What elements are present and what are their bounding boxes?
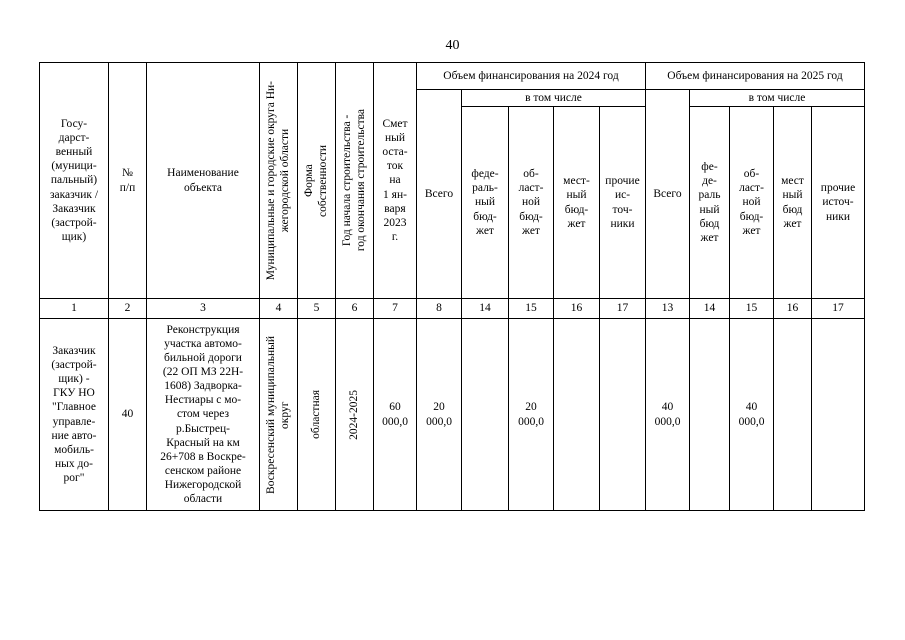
header-years-text: Год начала строительства - год окончания строительства bbox=[340, 109, 367, 252]
row-customer: Заказчик (застрой- щик) - ГКУ НО "Главное управле- ние авто- мобиль- ных до- рог" bbox=[40, 319, 109, 511]
row-reg-2025: 40 000,0 bbox=[730, 319, 774, 511]
header-fin-2024: Объем финансирования на 2024 год bbox=[417, 63, 646, 90]
row-total-2024: 20 000,0 bbox=[417, 319, 462, 511]
header-total-2024: Всего bbox=[417, 90, 462, 299]
col-number: 14 bbox=[462, 299, 509, 319]
col-number: 15 bbox=[509, 299, 554, 319]
row-estimate: 60 000,0 bbox=[374, 319, 417, 511]
col-number: 15 bbox=[730, 299, 774, 319]
col-number: 4 bbox=[260, 299, 298, 319]
header-fed-2025: фе- де- раль ный бюд жет bbox=[690, 107, 730, 299]
header-incl-2025: в том числе bbox=[690, 90, 865, 107]
header-num: № п/п bbox=[109, 63, 147, 299]
col-number: 6 bbox=[336, 299, 374, 319]
row-ownership bbox=[298, 319, 336, 511]
header-years bbox=[336, 63, 374, 299]
header-ownership bbox=[298, 63, 336, 299]
row-fed-2025 bbox=[690, 319, 730, 511]
header-object-name: Наименование объекта bbox=[147, 63, 260, 299]
financing-table bbox=[39, 62, 865, 511]
col-number: 16 bbox=[554, 299, 600, 319]
col-number: 8 bbox=[417, 299, 462, 319]
header-oth-2025: прочие источ- ники bbox=[812, 107, 865, 299]
row-ownership-text: областная bbox=[309, 390, 322, 439]
page-number: 40 bbox=[445, 38, 460, 53]
header-customer: Госу- дарст- венный (муници- пальный) заказчик / Заказчик (застрой- щик) bbox=[40, 63, 109, 299]
col-number: 13 bbox=[646, 299, 690, 319]
header-fed-2024: федe- раль- ный бюд- жет bbox=[462, 107, 509, 299]
header-incl-2024: в том числе bbox=[462, 90, 646, 107]
col-number: 7 bbox=[374, 299, 417, 319]
header-reg-2024: об- ласт- ной бюд- жет bbox=[509, 107, 554, 299]
col-number: 3 bbox=[147, 299, 260, 319]
row-years-text: 2024-2025 bbox=[347, 389, 360, 440]
header-oth-2024: прочие ис- точ- ники bbox=[600, 107, 646, 299]
row-oth-2024 bbox=[600, 319, 646, 511]
col-number: 5 bbox=[298, 299, 336, 319]
table-row bbox=[40, 319, 865, 511]
col-number: 2 bbox=[109, 299, 147, 319]
col-number: 16 bbox=[774, 299, 812, 319]
row-loc-2025 bbox=[774, 319, 812, 511]
header-loc-2025: мест ный бюд жет bbox=[774, 107, 812, 299]
row-oth-2025 bbox=[812, 319, 865, 511]
header-estimate: Смет ный оста- ток на 1 ян- варя 2023 г. bbox=[374, 63, 417, 299]
header-fin-2025: Объем финансирования на 2025 год bbox=[646, 63, 865, 90]
col-number: 17 bbox=[812, 299, 865, 319]
row-reg-2024: 20 000,0 bbox=[509, 319, 554, 511]
row-num: 40 bbox=[109, 319, 147, 511]
header-ownership-text: Форма собственности bbox=[302, 144, 329, 217]
row-object-name: Реконструкция участка автомо- бильной дороги (22 ОП МЗ 22Н- 1608) Задворка- Нестиары с мо- стом через р.Быстрец- Красный на км 26+708 в Воскре- сенском районе Нижегородской области bbox=[147, 319, 260, 511]
header-total-2025: Всего bbox=[646, 90, 690, 299]
row-fed-2024 bbox=[462, 319, 509, 511]
header-loc-2024: мест- ный бюд- жет bbox=[554, 107, 600, 299]
col-number: 17 bbox=[600, 299, 646, 319]
col-number: 14 bbox=[690, 299, 730, 319]
header-district-text: Муниципальные и городские округа Ни- жегородской области bbox=[264, 80, 291, 281]
header-reg-2025: об- ласт- ной бюд- жет bbox=[730, 107, 774, 299]
row-loc-2024 bbox=[554, 319, 600, 511]
row-district bbox=[260, 319, 298, 511]
row-total-2025: 40 000,0 bbox=[646, 319, 690, 511]
header-row-1 bbox=[40, 63, 865, 90]
column-number-row bbox=[40, 299, 865, 319]
row-years bbox=[336, 319, 374, 511]
col-number: 1 bbox=[40, 299, 109, 319]
header-district bbox=[260, 63, 298, 299]
row-district-text: Воскресенский муниципальный округ bbox=[264, 335, 291, 494]
